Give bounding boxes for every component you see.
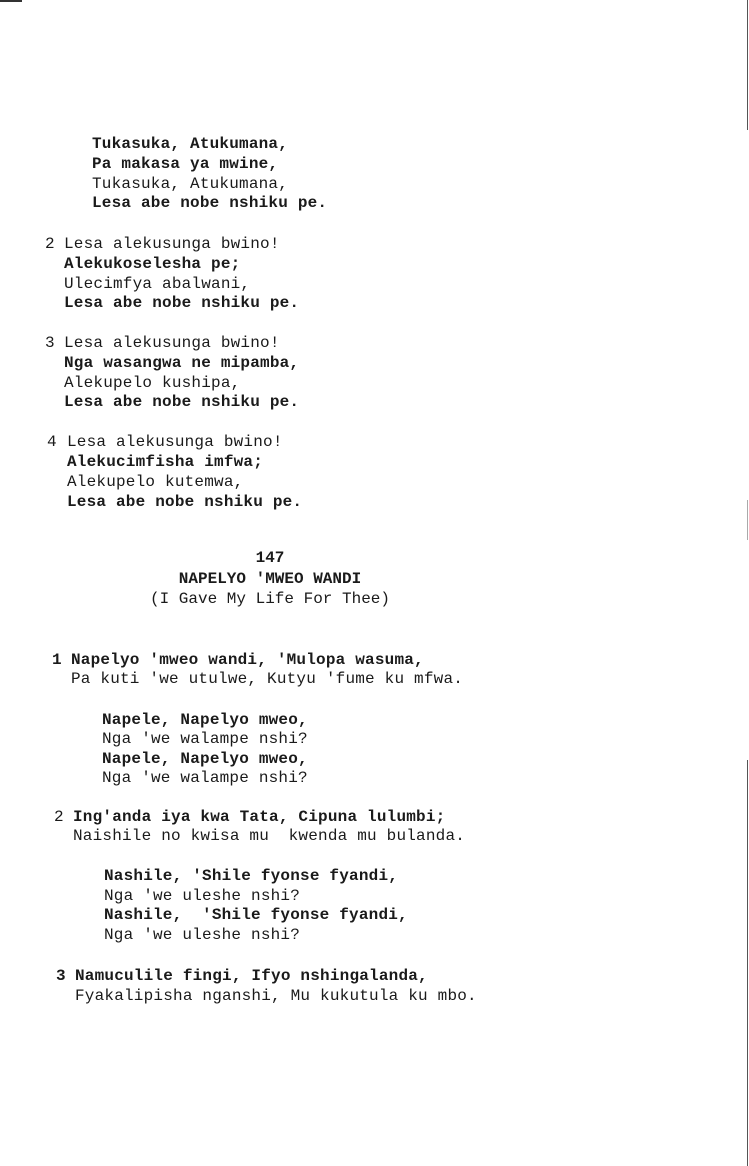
refrain-line: Pa makasa ya mwine, xyxy=(92,155,279,173)
chorus-line: Nga 'we uleshe nshi? xyxy=(104,887,301,905)
verse-line: Naishile no kwisa mu kwenda mu bulanda. xyxy=(73,827,466,845)
verse-line: Alekucimfisha imfwa; xyxy=(67,453,264,471)
verse-line: Lesa abe nobe nshiku pe. xyxy=(64,294,300,312)
refrain-line: Tukasuka, Atukumana, xyxy=(92,175,289,193)
verse-number: 3 xyxy=(56,967,66,985)
verse-line: Lesa alekusunga bwino! xyxy=(64,334,280,352)
scan-edge-line xyxy=(747,500,748,540)
scan-edge-line xyxy=(747,760,748,1166)
verse-number: 2 xyxy=(45,235,55,253)
verse-line: Lesa alekusunga bwino! xyxy=(64,235,280,253)
verse-number: 2 xyxy=(54,808,64,826)
hymn-title: NAPELYO 'MWEO WANDI xyxy=(178,570,362,588)
verse-number: 1 xyxy=(52,651,62,669)
scan-edge-line xyxy=(747,0,748,130)
verse-line: Pa kuti 'we utulwe, Kutyu 'fume ku mfwa. xyxy=(71,670,464,688)
refrain-line: Tukasuka, Atukumana, xyxy=(92,135,289,153)
verse-line: Alekukoselesha pe; xyxy=(64,255,241,273)
hymn-number: 147 xyxy=(255,549,285,567)
verse-number: 3 xyxy=(45,334,55,352)
chorus-line: Nga 'we walampe nshi? xyxy=(102,730,308,748)
verse-line: Ulecimfya abalwani, xyxy=(64,275,251,293)
verse-line: Alekupelo kushipa, xyxy=(64,374,241,392)
verse-line: Lesa abe nobe nshiku pe. xyxy=(64,393,300,411)
verse-line: Fyakalipisha nganshi, Mu kukutula ku mbo. xyxy=(75,987,477,1005)
verse-line: Lesa alekusunga bwino! xyxy=(67,433,283,451)
verse-line: Nga wasangwa ne mipamba, xyxy=(64,354,300,372)
verse-line: Ing'anda iya kwa Tata, Cipuna lulumbi; xyxy=(73,808,446,826)
chorus-line: Nga 'we walampe nshi? xyxy=(102,769,308,787)
refrain-line: Lesa abe nobe nshiku pe. xyxy=(92,194,328,212)
chorus-line: Napele, Napelyo mweo, xyxy=(102,750,308,768)
chorus-line: Nashile, 'Shile fyonse fyandi, xyxy=(104,867,399,885)
chorus-line: Nashile, 'Shile fyonse fyandi, xyxy=(104,906,408,924)
scan-corner-mark xyxy=(0,0,22,2)
verse-line: Lesa abe nobe nshiku pe. xyxy=(67,493,303,511)
chorus-line: Napele, Napelyo mweo, xyxy=(102,711,308,729)
verse-line: Namuculile fingi, Ifyo nshingalanda, xyxy=(75,967,428,985)
chorus-line: Nga 'we uleshe nshi? xyxy=(104,926,301,944)
hymn-subtitle: (I Gave My Life For Thee) xyxy=(149,590,391,608)
verse-line: Napelyo 'mweo wandi, 'Mulopa wasuma, xyxy=(71,651,424,669)
verse-line: Alekupelo kutemwa, xyxy=(67,473,244,491)
verse-number: 4 xyxy=(47,433,57,451)
